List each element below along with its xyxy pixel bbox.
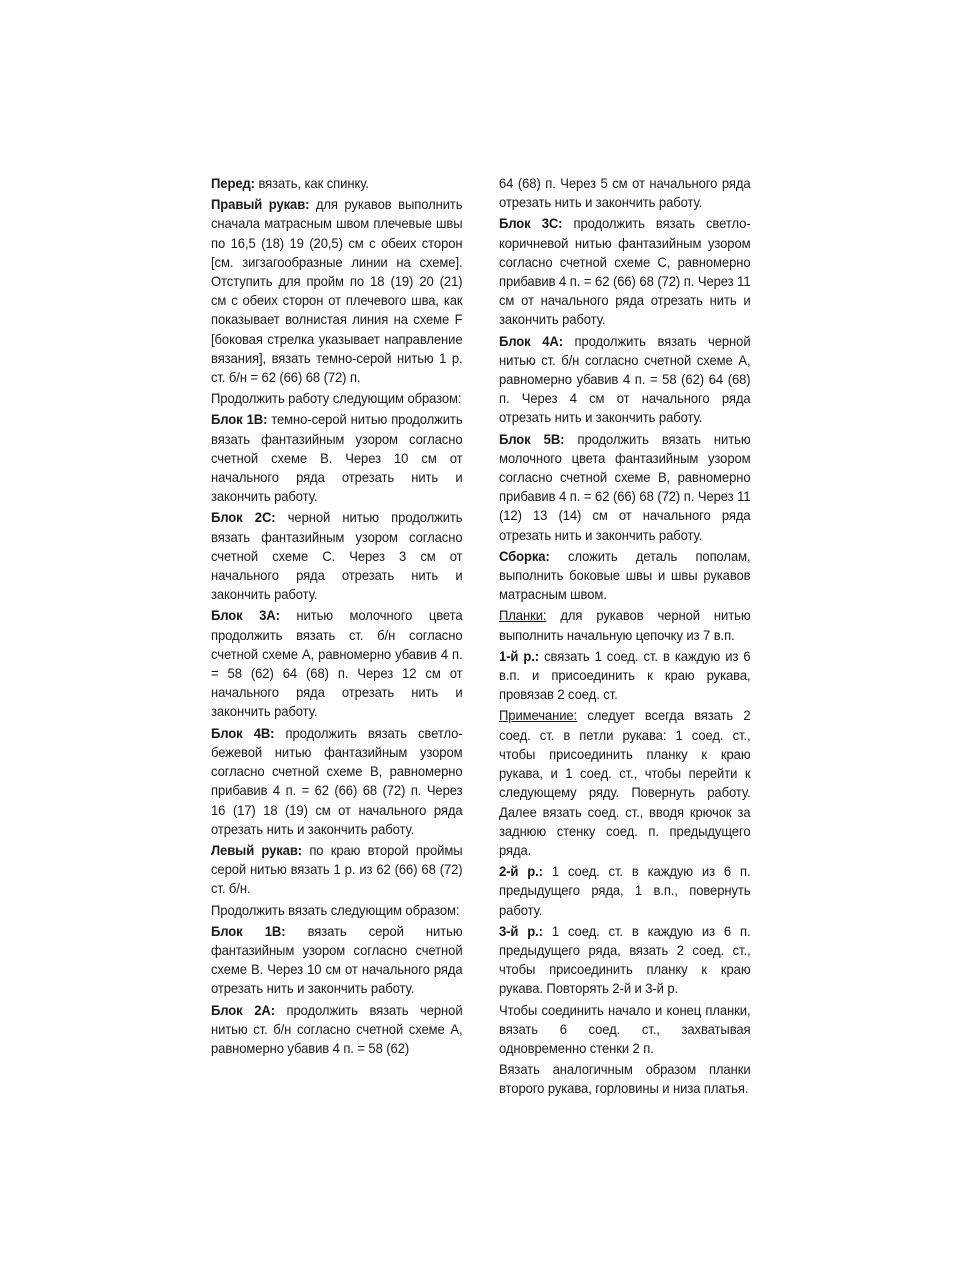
paragraph-text: Чтобы соединить начало и конец планки, вязать 6 соед. ст., захватывая одновременно стенки 2 п. [499,1002,751,1056]
paragraph-heading: Планки: [499,608,547,624]
paragraph-text: для рукавов выполнить сначала матрасным швом плечевые швы по 16,5 (18) 19 (20,5) см с обеих сторон [см. зигзагообразные линии на схеме]. Отступить для пройм по 18 (19) 20 (21) см с обеих сторон от плечевого шва, как показывает волнистая линия на схеме F [боковая стрелка указывает направление вязания], вязать темно-серой нитью 1 р. ст. б/н = 62 (66) 68 (72) п. [211,197,463,386]
paragraph [211,410,463,506]
paragraph [211,606,463,721]
paragraph-heading: Блок 1В: [211,412,268,428]
paragraph-heading: Блок 3С: [499,216,563,232]
paragraph [211,389,463,408]
paragraph-text: нитью молочного цвета продолжить вязать ст. б/н согласно счетной схеме А, равномерно убавив 4 п. = 58 (62) 64 (68) п. Через 12 см от начального ряда отрезать нить и закончить работу. [211,608,463,720]
paragraph-text: связать 1 соед. ст. в каждую из 6 в.п. и присоединить к краю рукава, провязав 2 соед. ст. [499,648,751,703]
paragraph-heading: Блок 3А: [211,608,280,624]
paragraph-text: продолжить вязать черной нитью ст. б/н согласно счетной схеме А, равномерно убавив 4 п. = 58 (62) [211,1002,463,1056]
paragraph-heading: Блок 2А: [211,1002,275,1018]
paragraph-heading: Правый рукав: [211,197,310,213]
paragraph-text: продолжить вязать нитью молочного цвета фантазийным узором согласно счетной схеме В, равномерно прибавив 4 п. = 62 (66) 68 (72) п. Через 11 (12) 13 (14) см от начального ряда отрезать нить и закончить работу. [499,431,751,543]
paragraph [211,174,463,193]
paragraph [211,922,463,999]
paragraph-text: продолжить вязать светло-коричневой нитью фантазийным узором согласно счетной схеме С, равномерно прибавив 4 п. = 62 (66) 68 (72) п. Через 11 см от начального ряда отрезать нить и закончить работу. [499,216,751,328]
paragraph-heading: 3-й р.: [499,923,543,939]
paragraph-text: вязать серой нитью фантазийным узором согласно счетной схеме В. Через 10 см от начального ряда отрезать нить и закончить работу. [211,923,463,997]
paragraph [499,430,751,545]
paragraph-heading: Блок 2С: [211,510,276,526]
paragraph-heading: Блок 4А: [499,333,563,349]
paragraph-heading: Левый рукав: [211,842,303,858]
paragraph [211,1001,463,1059]
paragraph [499,647,751,705]
paragraph [211,841,463,899]
paragraph-heading: Перед: [211,176,255,191]
paragraph [499,214,751,329]
paragraph [211,901,463,920]
paragraph [211,508,463,604]
paragraph-heading: Блок 4В: [211,725,275,741]
paragraph [499,1001,751,1059]
paragraph-heading: Сборка: [499,548,550,564]
paragraph-text: темно-серой нитью продолжить вязать фантазийным узором согласно счетной схеме В. Через 10 см от начального ряда отрезать нить и закончить работу. [211,412,463,505]
paragraph-text: 1 соед. ст. в каждую из 6 п. предыдущего ряда, вязать 2 соед. ст., чтобы присоединить планку к краю рукава. Повторять 2-й и 3-й р. [499,923,751,997]
paragraph-heading: Блок 5В: [499,431,565,447]
paragraph-heading: 1-й р.: [499,648,540,664]
paragraph [499,1060,751,1098]
right-column [499,174,751,1101]
paragraph [499,706,751,860]
paragraph-text: Вязать аналогичным образом планки второго рукава, горловины и низа платья. [499,1062,751,1097]
paragraph-text: Продолжить вязать следующим образом: [211,902,460,918]
paragraph [499,174,751,212]
paragraph [499,332,751,428]
left-column [211,174,463,1060]
paragraph-heading: 2-й р.: [499,864,543,880]
paragraph-text: следует всегда вязать 2 соед. ст. в петли рукава: 1 соед. ст., чтобы присоединить планку к краю рукава, и 1 соед. ст., чтобы перейти к следующему ряду. Повернуть работу. Далее вязать соед. ст., вводя крючок за заднюю стенку соед. п. предыдущего ряда. [499,708,751,858]
paragraph-heading: Примечание: [499,708,578,724]
paragraph-text: 64 (68) п. Через 5 см от начального ряда отрезать нить и закончить работу. [499,176,751,211]
paragraph-text: 1 соед. ст. в каждую из 6 п. предыдущего ряда, 1 в.п., повернуть работу. [499,864,751,918]
paragraph [499,547,751,605]
paragraph [499,922,751,999]
paragraph [499,862,751,920]
paragraph-text: продолжить вязать черной нитью ст. б/н согласно счетной схеме А, равномерно убавив 4 п. = 58 (62) 64 (68) п. Через 4 см от начального ряда отрезать нить и закончить работу. [499,333,751,426]
paragraph-text: для рукавов черной нитью выполнить начальную цепочку из 7 в.п. [499,608,751,643]
paragraph-text: черной нитью продолжить вязать фантазийным узором согласно счетной схеме С. Через 3 см от начального ряда отрезать нить и закончить работу. [211,510,463,603]
paragraph-text: вязать, как спинку. [254,176,369,191]
paragraph-text: по краю второй проймы серой нитью вязать 1 р. из 62 (66) 68 (72) ст. б/н. [211,842,463,897]
paragraph [211,195,463,387]
paragraph-heading: Блок 1В: [211,923,286,939]
paragraph-text: сложить деталь пополам, выполнить боковые швы и швы рукавов матрасным швом. [499,548,751,603]
paragraph-text: Продолжить работу следующим образом: [211,391,462,407]
paragraph [499,606,751,644]
paragraph-text: продолжить вязать светло-бежевой нитью фантазийным узором согласно счетной схеме В, равномерно прибавив 4 п. = 62 (66) 68 (72) п. Через 16 (17) 18 (19) см от начального ряда отрезать нить и закончить работу. [211,725,463,837]
paragraph [211,724,463,839]
